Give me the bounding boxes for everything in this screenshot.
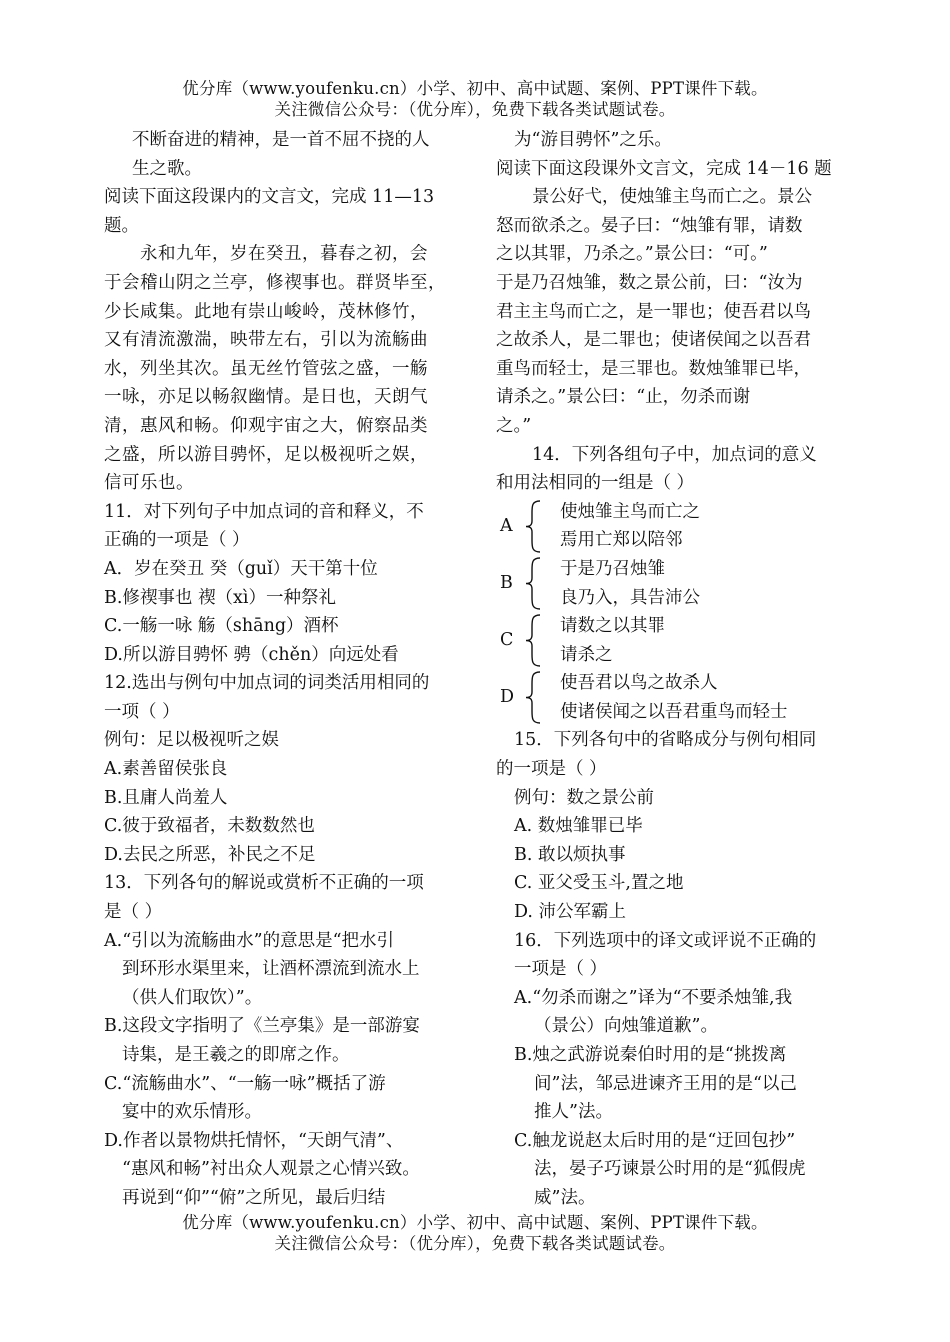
option-c: C.一觞一咏 觞（shāng）酒杯 xyxy=(104,616,339,637)
passage-line: 怒而欲杀之。晏子曰：“烛雏有罪，请数 xyxy=(496,215,803,236)
passage-line: 请杀之。”景公曰：“止，勿杀而谢 xyxy=(496,387,751,408)
passage-line: 一咏，亦足以畅叙幽情。是日也，天朗气 xyxy=(104,387,428,408)
option-b-cont: 间”法，邹忌进谏齐王用的是“以己 xyxy=(534,1073,797,1094)
passage-line: 之故杀人，是二罪也；使诸侯闻之以吾君 xyxy=(496,330,811,351)
option-b-cont: 推人”法。 xyxy=(534,1102,613,1123)
footer-line-1: 优分库（www.youfenku.cn）小学、初中、高中试题、案例、PPT课件下载。 xyxy=(182,1213,768,1232)
classical-passage xyxy=(104,240,464,497)
option-a: A. 数烛雏罪已毕 xyxy=(514,816,643,837)
question-12 xyxy=(104,669,464,869)
passage-line: 之盛，所以游目骋怀，足以极视听之娱， xyxy=(104,444,428,465)
option-d: D.去民之所恶，补民之不足 xyxy=(104,844,316,865)
question-stem: 的一项是（ ） xyxy=(496,759,607,780)
passage-line: 之以其罪，乃杀之。”景公曰：“可。” xyxy=(496,244,768,265)
option-c-cont: 法，晏子巧谏景公时用的是“狐假虎 xyxy=(534,1159,806,1180)
question-11 xyxy=(104,498,464,670)
option-d: D.作者以景物烘托情怀，“天朗气清”、 xyxy=(104,1130,404,1151)
question-stem: 和用法相同的一组是（ ） xyxy=(496,473,695,494)
question-stem: 14．下列各组句子中，加点词的意义 xyxy=(532,444,817,465)
option-group-d xyxy=(496,669,856,726)
option-a: A.“勿杀而谢之”译为“不要杀烛雏,我 xyxy=(514,987,793,1008)
continued-text: 为“游目骋怀”之乐。 xyxy=(514,130,672,150)
question-15 xyxy=(496,726,856,926)
question-13 xyxy=(104,869,464,1212)
question-stem: 15．下列各句中的省略成分与例句相同 xyxy=(514,730,817,751)
classical-passage xyxy=(496,183,856,440)
continued-text: 生之歌。 xyxy=(132,158,202,179)
option-sentence: 使诸侯闻之以吾君重鸟而轻士 xyxy=(560,701,788,722)
option-sentence: 使吾君以鸟之故杀人 xyxy=(560,673,718,694)
page-footer xyxy=(0,1212,950,1254)
option-a-cont: 到环形水渠里来，让酒杯漂流到流水上 xyxy=(122,959,420,980)
option-a-cont: （景公）向烛雏道歉”。 xyxy=(534,1016,718,1037)
option-letter: A xyxy=(500,515,513,536)
option-c: C. 亚父受玉斗,置之地 xyxy=(514,873,684,894)
question-16 xyxy=(496,927,856,1213)
left-brace-icon xyxy=(524,671,542,724)
passage-line: 信可乐也。 xyxy=(104,473,194,494)
option-a-cont: （供人们取饮）”。 xyxy=(122,987,263,1008)
option-a: A.素善留侯张良 xyxy=(104,759,228,780)
example-sentence: 例句：足以极视听之娱 xyxy=(104,730,279,751)
question-stem: 一项（ ） xyxy=(104,701,180,722)
passage-line: 清，惠风和畅。仰观宇宙之大，俯察品类 xyxy=(104,415,428,436)
passage-line: 又有清流激湍，映带左右，引以为流觞曲 xyxy=(104,330,428,351)
passage-line: 少长咸集。此地有崇山峻岭，茂林修竹， xyxy=(104,301,428,322)
header-line-1: 优分库（www.youfenku.cn）小学、初中、高中试题、案例、PPT课件下载。 xyxy=(182,79,768,98)
option-sentence: 良乃入，具告沛公 xyxy=(560,587,700,608)
option-letter: D xyxy=(500,687,515,708)
left-brace-icon xyxy=(524,500,542,553)
question-14 xyxy=(496,441,856,727)
passage-line: 永和九年，岁在癸丑，暮春之初，会 xyxy=(140,244,428,265)
option-c: C.触龙说赵太后时用的是“迂回包抄” xyxy=(514,1130,796,1151)
option-group-b xyxy=(496,555,856,612)
question-stem: 是（ ） xyxy=(104,902,163,923)
option-sentence: 焉用亡郑以陪邻 xyxy=(560,530,683,551)
option-b: B.修禊事也 禊（xì）一种祭礼 xyxy=(104,587,336,608)
passage-line: 君主主鸟而亡之，是一罪也；使吾君以鸟 xyxy=(496,301,811,322)
option-d: D. 沛公军霸上 xyxy=(514,902,627,923)
option-group-a xyxy=(496,498,856,555)
footer-line-2: 关注微信公众号：（优分库），免费下载各类试题试卷。 xyxy=(274,1234,676,1253)
option-b: B.且庸人尚羞人 xyxy=(104,787,228,808)
right-column xyxy=(496,126,856,1213)
option-sentence: 请杀之 xyxy=(560,644,613,665)
left-brace-icon xyxy=(524,614,542,667)
question-stem: 13．下列各句的解说或赏析不正确的一项 xyxy=(104,873,424,894)
question-stem: 正确的一项是（ ） xyxy=(104,530,250,551)
left-column xyxy=(104,126,464,1213)
option-c-cont: 宴中的欢乐情形。 xyxy=(122,1102,262,1123)
option-letter: B xyxy=(500,572,513,593)
option-sentence: 使烛雏主鸟而亡之 xyxy=(560,501,700,522)
option-letter: C xyxy=(500,630,514,651)
option-sentence: 请数之以其罪 xyxy=(560,616,665,637)
option-sentence: 于是乃召烛雏 xyxy=(560,558,665,579)
reading-intro: 题。 xyxy=(104,215,139,236)
continued-text: 不断奋进的精神，是一首不屈不挠的人 xyxy=(132,130,430,150)
option-d-cont: “惠风和畅”衬出众人观景之心情兴致。 xyxy=(122,1159,420,1180)
passage-line: 重鸟而轻士，是三罪也。数烛雏罪已毕， xyxy=(496,358,811,379)
passage-line: 于会稽山阴之兰亭，修禊事也。群贤毕至， xyxy=(104,272,446,293)
question-stem: 12.选出与例句中加点词的词类活用相同的 xyxy=(104,673,430,694)
option-b-cont: 诗集，是王羲之的即席之作。 xyxy=(122,1045,350,1065)
option-b: B.烛之武游说秦伯时用的是“挑拨离 xyxy=(514,1045,787,1065)
option-c: C.“流觞曲水”、“一觞一咏”概括了游 xyxy=(104,1073,386,1094)
option-group-c xyxy=(496,612,856,669)
reading-intro: 阅读下面这段课内的文言文，完成 11—13 xyxy=(104,187,435,208)
passage-line: 于是乃召烛雏，数之景公前，曰：“汝为 xyxy=(496,272,803,293)
option-b: B. 敢以烦执事 xyxy=(514,844,626,865)
option-a: A．岁在癸丑 癸（guǐ）天干第十位 xyxy=(104,558,378,579)
question-stem: 一项是（ ） xyxy=(514,959,608,980)
passage-line: 之。” xyxy=(496,415,532,436)
passage-line: 景公好弋，使烛雏主鸟而亡之。景公 xyxy=(532,187,812,208)
header-line-2: 关注微信公众号：（优分库），免费下载各类试题试卷。 xyxy=(274,100,676,119)
option-b: B.这段文字指明了《兰亭集》是一部游宴 xyxy=(104,1016,420,1037)
passage-line: 水，列坐其次。虽无丝竹管弦之盛，一觞 xyxy=(104,358,428,379)
option-c-cont: 威”法。 xyxy=(534,1187,596,1208)
question-stem: 16．下列选项中的译文或评说不正确的 xyxy=(514,930,817,951)
option-c: C.彼于致福者，未数数然也 xyxy=(104,816,315,837)
left-brace-icon xyxy=(524,557,542,610)
reading-intro: 阅读下面这段课外文言文，完成 14－16 题 xyxy=(496,158,832,179)
option-d-cont: 再说到“仰”“俯”之所见，最后归结 xyxy=(122,1187,386,1208)
option-a: A.“引以为流觞曲水”的意思是“把水引 xyxy=(104,930,395,951)
option-d: D.所以游目骋怀 骋（chěn）向远处看 xyxy=(104,644,399,665)
page-header xyxy=(0,78,950,120)
example-sentence: 例句：数之景公前 xyxy=(514,787,654,808)
question-stem: 11．对下列句子中加点词的音和释义，不 xyxy=(104,501,424,522)
